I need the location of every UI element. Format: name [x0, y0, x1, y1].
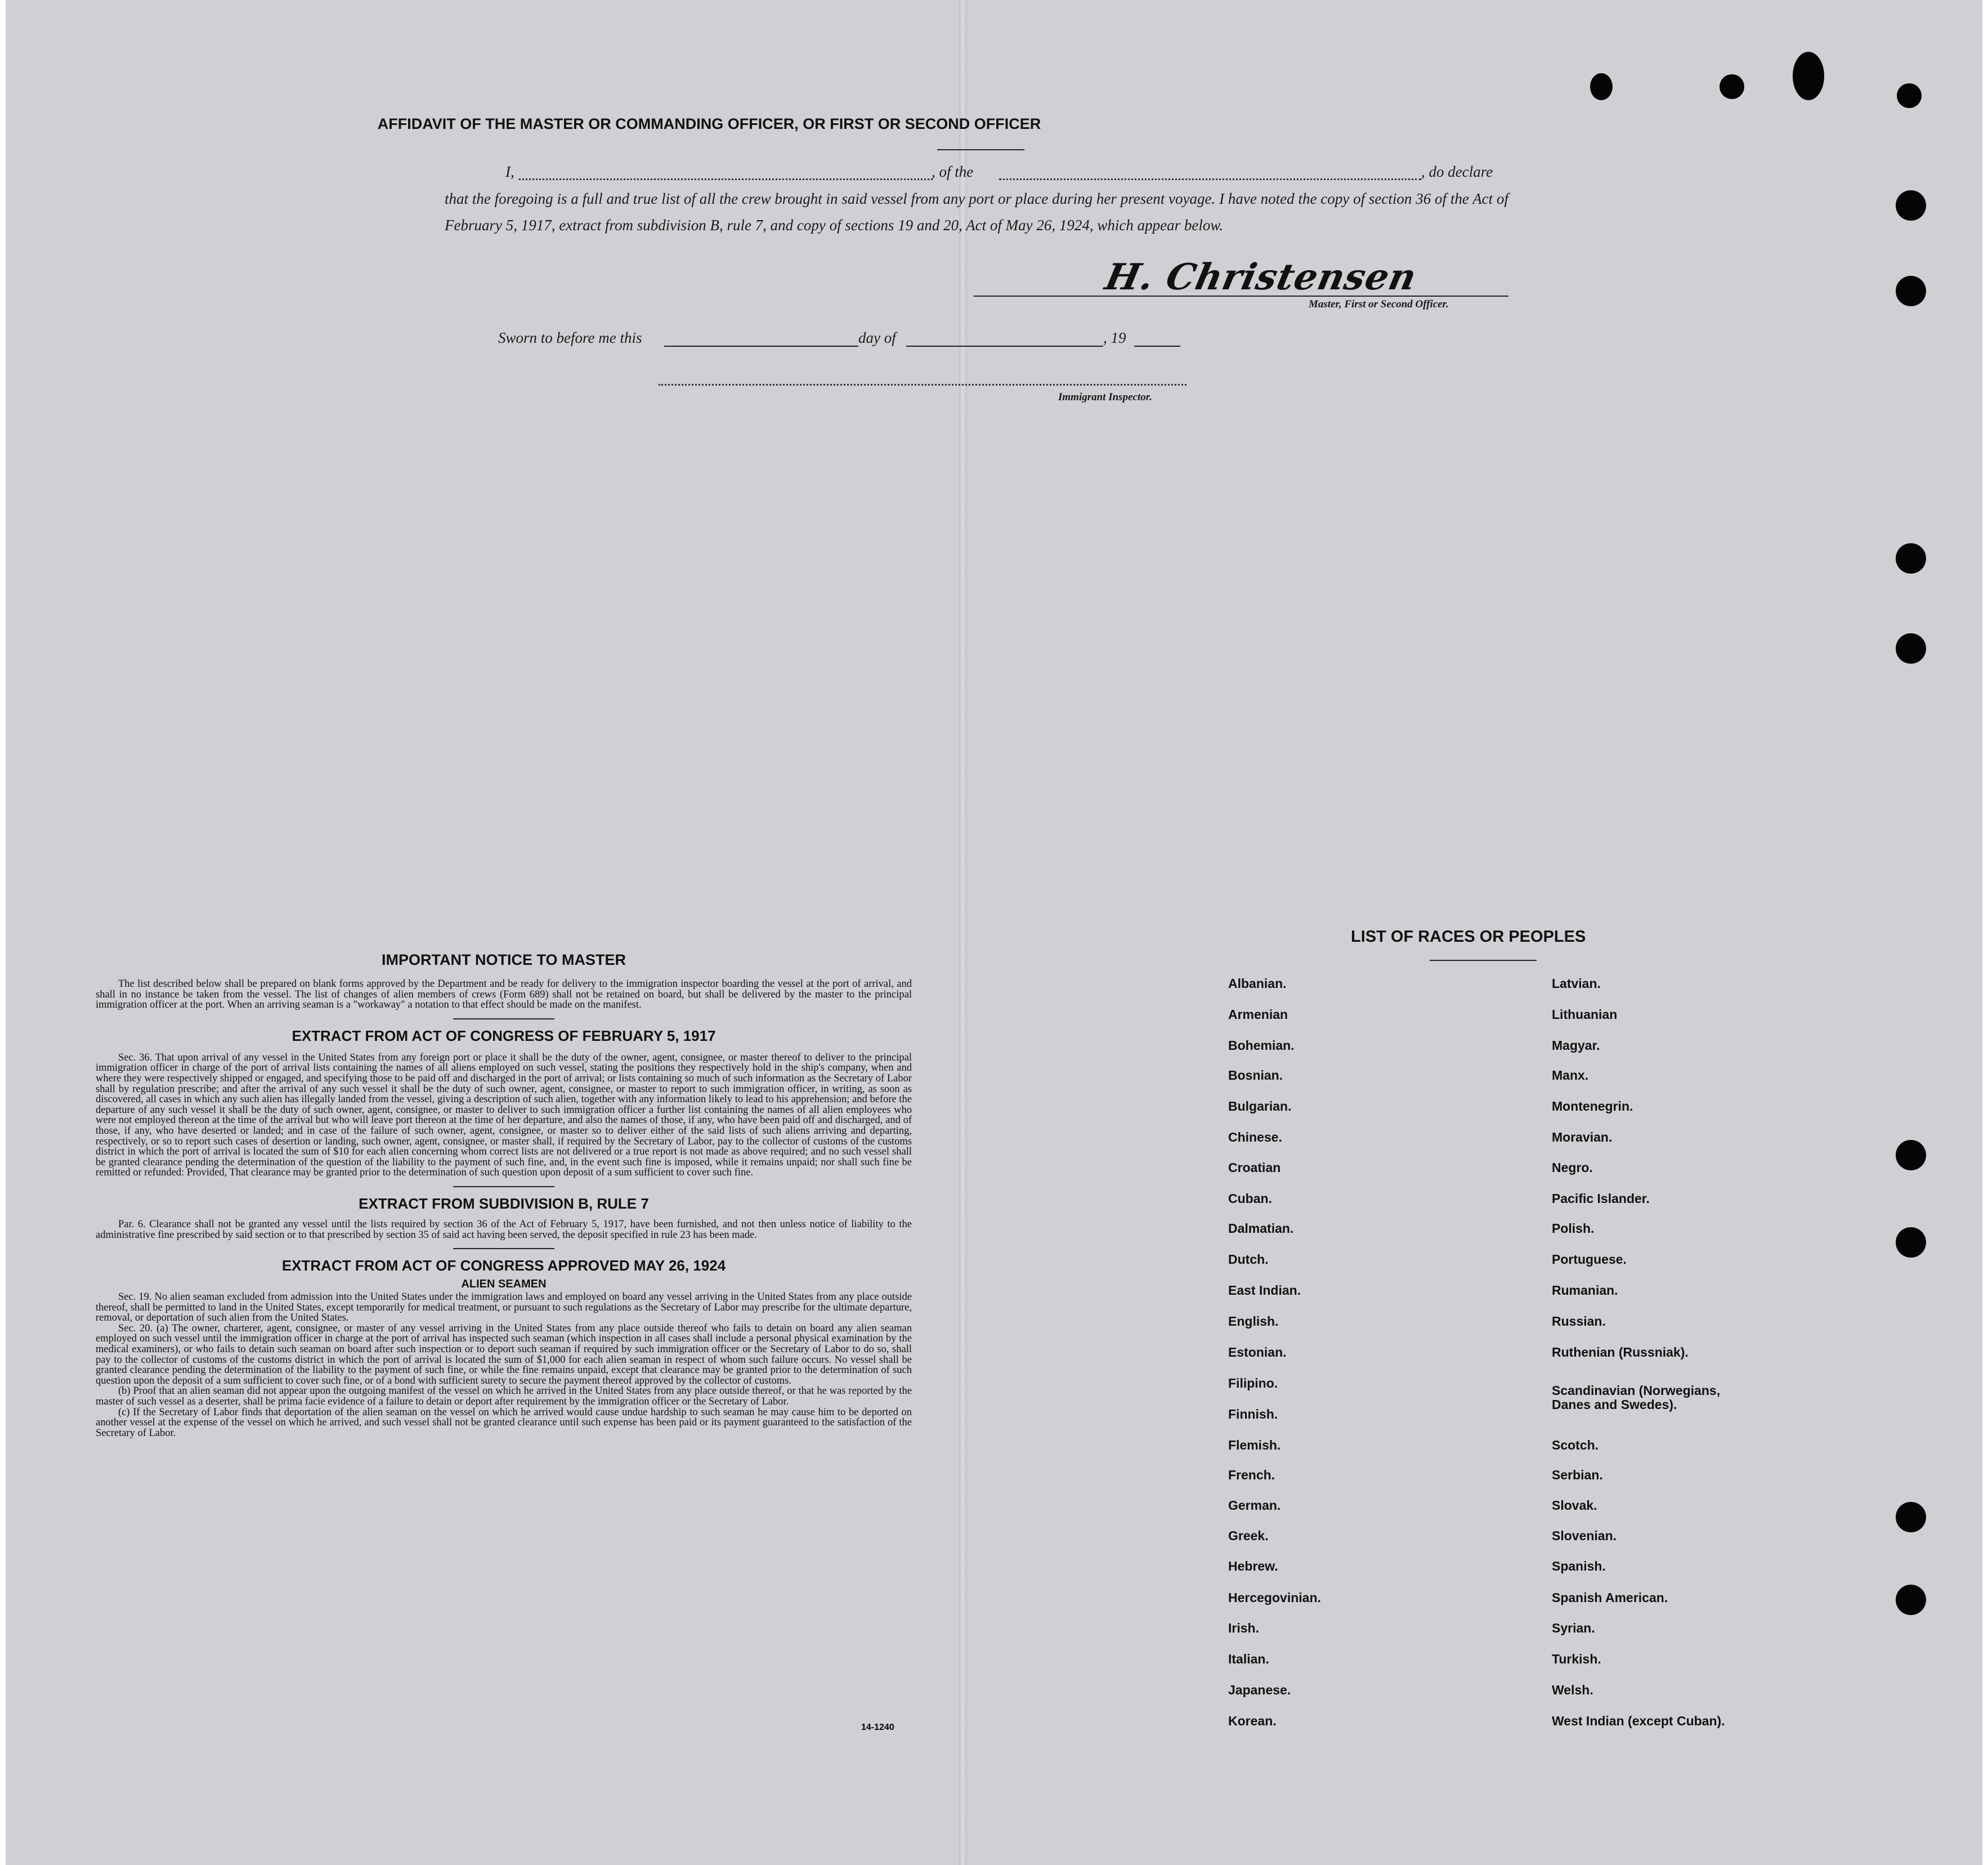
sworn-month-blank[interactable]	[906, 346, 1103, 347]
sec20b-text: (b) Proof that an alien seaman did not appear upon the outgoing manifest of the vessel on which he arrived in the United States from any place outside thereof, or that he was reported by the master of such vessel as a deserter, shall be prima facie evidence of a failure to detain or deport after requirement by the immigration officer or the Secretary of Labor.	[96, 1385, 912, 1408]
race-item: Hebrew.	[1228, 1559, 1278, 1573]
legal-notices	[96, 951, 912, 1438]
title-divider	[937, 149, 1024, 150]
race-item: Magyar.	[1552, 1038, 1600, 1053]
vessel-blank[interactable]	[999, 178, 1421, 180]
inspector-label: Immigrant Inspector.	[1058, 391, 1152, 403]
race-item: West Indian (except Cuban).	[1552, 1714, 1725, 1728]
ink-spot	[1793, 52, 1824, 100]
affidavit-body: that the foregoing is a full and true list of all the crew brought in said vessel from any port or place during her present voyage. I have noted the copy of section 36 of the Act of February 5, 1917, extract from subdivision B, rule 7, and copy of sections 19 and 20, Act of May 26, 1924, which appear below.	[445, 190, 1508, 234]
ink-spot	[1590, 73, 1613, 100]
sworn-prefix: Sworn to before me this	[498, 329, 642, 346]
punch-hole	[1896, 276, 1926, 306]
race-item: Albanian.	[1228, 976, 1287, 991]
race-item: Japanese.	[1228, 1683, 1291, 1697]
sec20c-text: (c) If the Secretary of Labor finds that deportation of the alien seaman on the vessel on which he arrived would cause undue hardship to such seaman he may cause him to be deported on another vessel at the expense of the vessel on which he arrived, and such vessel shall not be granted clearance until such expense has been paid or its payment guaranteed to the satisfaction of the Secretary of Labor.	[96, 1406, 912, 1439]
race-item: Filipino.	[1228, 1376, 1278, 1390]
race-item: Slovak.	[1552, 1498, 1597, 1513]
race-item: German.	[1228, 1498, 1281, 1513]
sworn-day-blank[interactable]	[664, 346, 858, 347]
race-item: Dutch.	[1228, 1252, 1269, 1267]
race-item: Russian.	[1552, 1314, 1606, 1329]
punch-hole	[1896, 1502, 1926, 1532]
year-prefix: , 19	[1103, 329, 1126, 346]
race-item: Chinese.	[1228, 1130, 1282, 1144]
section-divider	[453, 1186, 554, 1187]
race-item: Armenian	[1228, 1007, 1288, 1022]
section-divider	[453, 1248, 554, 1249]
race-item: Scandinavian (Norwegians, Danes and Swedes).	[1552, 1383, 1721, 1412]
race-item: Serbian.	[1552, 1468, 1603, 1482]
form-number: 14-1240	[861, 1723, 894, 1732]
race-item: Lithuanian	[1552, 1007, 1618, 1022]
punch-hole	[1896, 190, 1926, 221]
race-item: Scotch.	[1552, 1438, 1599, 1452]
punch-hole	[1720, 74, 1744, 99]
race-item: Latvian.	[1552, 976, 1601, 991]
races-title: LIST OF RACES OR PEOPLES	[1351, 928, 1586, 946]
signature-label: Master, First or Second Officer.	[1309, 298, 1449, 310]
name-blank[interactable]	[519, 178, 933, 180]
paper-sheet	[6, 0, 1982, 1865]
race-item: French.	[1228, 1468, 1275, 1482]
punch-hole	[1896, 1585, 1926, 1615]
race-item: Greek.	[1228, 1528, 1269, 1543]
race-item: Cuban.	[1228, 1191, 1272, 1206]
punch-hole	[1897, 83, 1922, 108]
race-item: Syrian.	[1552, 1621, 1595, 1635]
i-prefix: I,	[505, 163, 514, 180]
race-item: Italian.	[1228, 1652, 1269, 1666]
race-item: Flemish.	[1228, 1438, 1281, 1452]
extract-1917-text: Sec. 36. That upon arrival of any vessel in the United States from any foreign port or place it shall be the duty of the owner, agent, consignee, or master thereof to deliver to the principal immigration officer in charge of the port of arrival lists containing the names of all aliens employed on such vessel, stating the positions they respectively hold in the ship's company, when and where they were respectively shipped or engaged, and specifying those to be paid off and discharged in the port of arrival; or lists containing so much of such information as the Secretary of Labor shall by regulation prescribe; and after the arrival of any such vessel it shall be the duty of such owner, agent, consignee, or master to report to such immigration officer, in writing, as soon as discovered, all cases in which any such alien has illegally landed from the vessel, giving a description of such alien, together with any information likely to lead to his apprehension; and before the departure of any such vessel it shall be the duty of such owner, agent, consignee, or master to deliver to such immigration officer a further list containing the names of all alien employees who were not employed thereon at the time of the arrival but who will leave port thereon at the time of her departure, and also the names of those, if any, who have been paid off and discharged, and of those, if any, who have deserted or landed; and in case of the failure of such owner, agent, consignee, or master so to deliver either of the said lists of such aliens arriving and departing, respectively, or so to report such cases of desertion or landing, such owner, agent, consignee, or master shall, if required by the Secretary of Labor, pay to the collector of customs of the customs district in which the port of arrival is located the sum of $10 for each alien concerning whom correct lists are not delivered or a true report is not made as above required; and no such vessel shall be granted clearance pending the determination of the question of the liability to the payment of such fine, and, in the event such fine is imposed, while it remains unpaid; nor shall such fine be remitted or refunded: Provided, That clearance may be granted prior to the determination of such question upon deposit of a sum sufficient to cover such fine.	[96, 1052, 912, 1179]
center-fold	[959, 0, 967, 1865]
race-item: Ruthenian (Russniak).	[1552, 1345, 1689, 1359]
race-item: Dalmatian.	[1228, 1221, 1294, 1236]
race-item: Slovenian.	[1552, 1528, 1617, 1543]
punch-hole	[1896, 1227, 1926, 1258]
race-item: Korean.	[1228, 1714, 1277, 1728]
section-divider	[453, 1018, 554, 1019]
inspector-signature-line[interactable]	[659, 384, 1186, 386]
race-item: Montenegrin.	[1552, 1099, 1633, 1113]
race-item: Irish.	[1228, 1621, 1259, 1635]
race-item: Welsh.	[1552, 1683, 1593, 1697]
race-item: Hercegovinian.	[1228, 1590, 1321, 1605]
of-the-text: , of the	[932, 163, 974, 180]
races-divider	[1430, 960, 1537, 961]
punch-hole	[1896, 633, 1926, 664]
race-item: Polish.	[1552, 1221, 1595, 1236]
signature-line	[974, 296, 1508, 297]
race-item: Negro.	[1552, 1160, 1593, 1175]
notice-text: The list described below shall be prepared on blank forms approved by the Department and be ready for delivery to the immigration inspector boarding the vessel at the port of arrival, and shall in no instance be taken from the vessel. The list of changes of alien members of crews (Form 689) shall not be retained on board, but shall be delivered by the master to the principal immigration officer at the port. When an arriving seaman is a "workaway" a notation to that effect should be made on the manifest.	[96, 978, 912, 1011]
affidavit-title: AFFIDAVIT OF THE MASTER OR COMMANDING OFFICER, OR FIRST OR SECOND OFFICER	[377, 115, 1041, 132]
race-item: Manx.	[1552, 1068, 1589, 1083]
race-item: Finnish.	[1228, 1407, 1278, 1421]
race-item: East Indian.	[1228, 1283, 1301, 1298]
alien-seamen-subtitle: ALIEN SEAMEN	[461, 1278, 547, 1291]
race-item: Spanish.	[1552, 1559, 1606, 1573]
notice-title: IMPORTANT NOTICE TO MASTER	[382, 951, 626, 968]
race-item: English.	[1228, 1314, 1279, 1329]
race-item: Portuguese.	[1552, 1252, 1627, 1267]
day-of-text: day of	[858, 329, 896, 346]
punch-hole	[1896, 543, 1926, 574]
extract-1924-title: EXTRACT FROM ACT OF CONGRESS APPROVED MAY 26, 1924	[281, 1257, 726, 1274]
race-item: Rumanian.	[1552, 1283, 1618, 1298]
race-item: Turkish.	[1552, 1652, 1601, 1666]
race-item: Croatian	[1228, 1160, 1281, 1175]
race-item: Bohemian.	[1228, 1038, 1295, 1053]
race-item: Bulgarian.	[1228, 1099, 1292, 1113]
race-item: Moravian.	[1552, 1130, 1613, 1144]
sworn-year-blank[interactable]	[1134, 346, 1180, 347]
sec19-text: Sec. 19. No alien seaman excluded from admission into the United States under the immigration laws and employed on board any vessel arriving in the United States from any place outside thereof, shall be permitted to land in the United States, except temporarily for medical treatment, or pursuant to such regulations as the Secretary of Labor may prescribe for the ultimate departure, removal, or deportation of such alien from the United States.	[96, 1291, 912, 1324]
race-item: Bosnian.	[1228, 1068, 1283, 1083]
master-signature: H. Christensen	[1102, 256, 1421, 298]
rule7-text: Par. 6. Clearance shall not be granted any vessel until the lists required by section 36 of the Act of February 5, 1917, have been furnished, and not then unless notice of liability to the administrative fine prescribed by said section or to that prescribed by section 35 of said act having been served, the deposit specified in rule 23 has been made.	[96, 1218, 912, 1241]
rule7-title: EXTRACT FROM SUBDIVISION B, RULE 7	[359, 1195, 649, 1212]
punch-hole	[1896, 1140, 1926, 1170]
do-declare-text: , do declare	[1421, 163, 1493, 180]
race-item: Estonian.	[1228, 1345, 1287, 1359]
sec20a-text: Sec. 20. (a) The owner, charterer, agent, consignee, or master of any vessel arriving in the United States from any place outside thereof who fails to detain on board any alien seaman employed on such vessel until the immigration officer in charge at the port of arrival has inspected such seaman (which inspection in all cases shall include a personal physical examination by the medical examiners), or who fails to detain such seaman on board after such inspection or to deport such seaman if required by such immigration officer or the Secretary of Labor to do so, shall pay to the collector of customs of the customs district in which the port of arrival is located the sum of $1,000 for each alien seaman in respect of whom such failure occurs. No vessel shall be granted clearance pending the determination of the liability to the payment of such fine, or while the fine remains unpaid, except that clearance may be granted prior to the determination of such question upon the deposit of a sum sufficient to cover such fine, or of a bond with sufficient surety to secure the payment thereof approved by the collector of customs.	[96, 1322, 912, 1387]
race-item: Spanish American.	[1552, 1590, 1668, 1605]
race-item: Pacific Islander.	[1552, 1191, 1650, 1206]
extract-1917-title: EXTRACT FROM ACT OF CONGRESS OF FEBRUARY 5, 1917	[292, 1027, 716, 1044]
